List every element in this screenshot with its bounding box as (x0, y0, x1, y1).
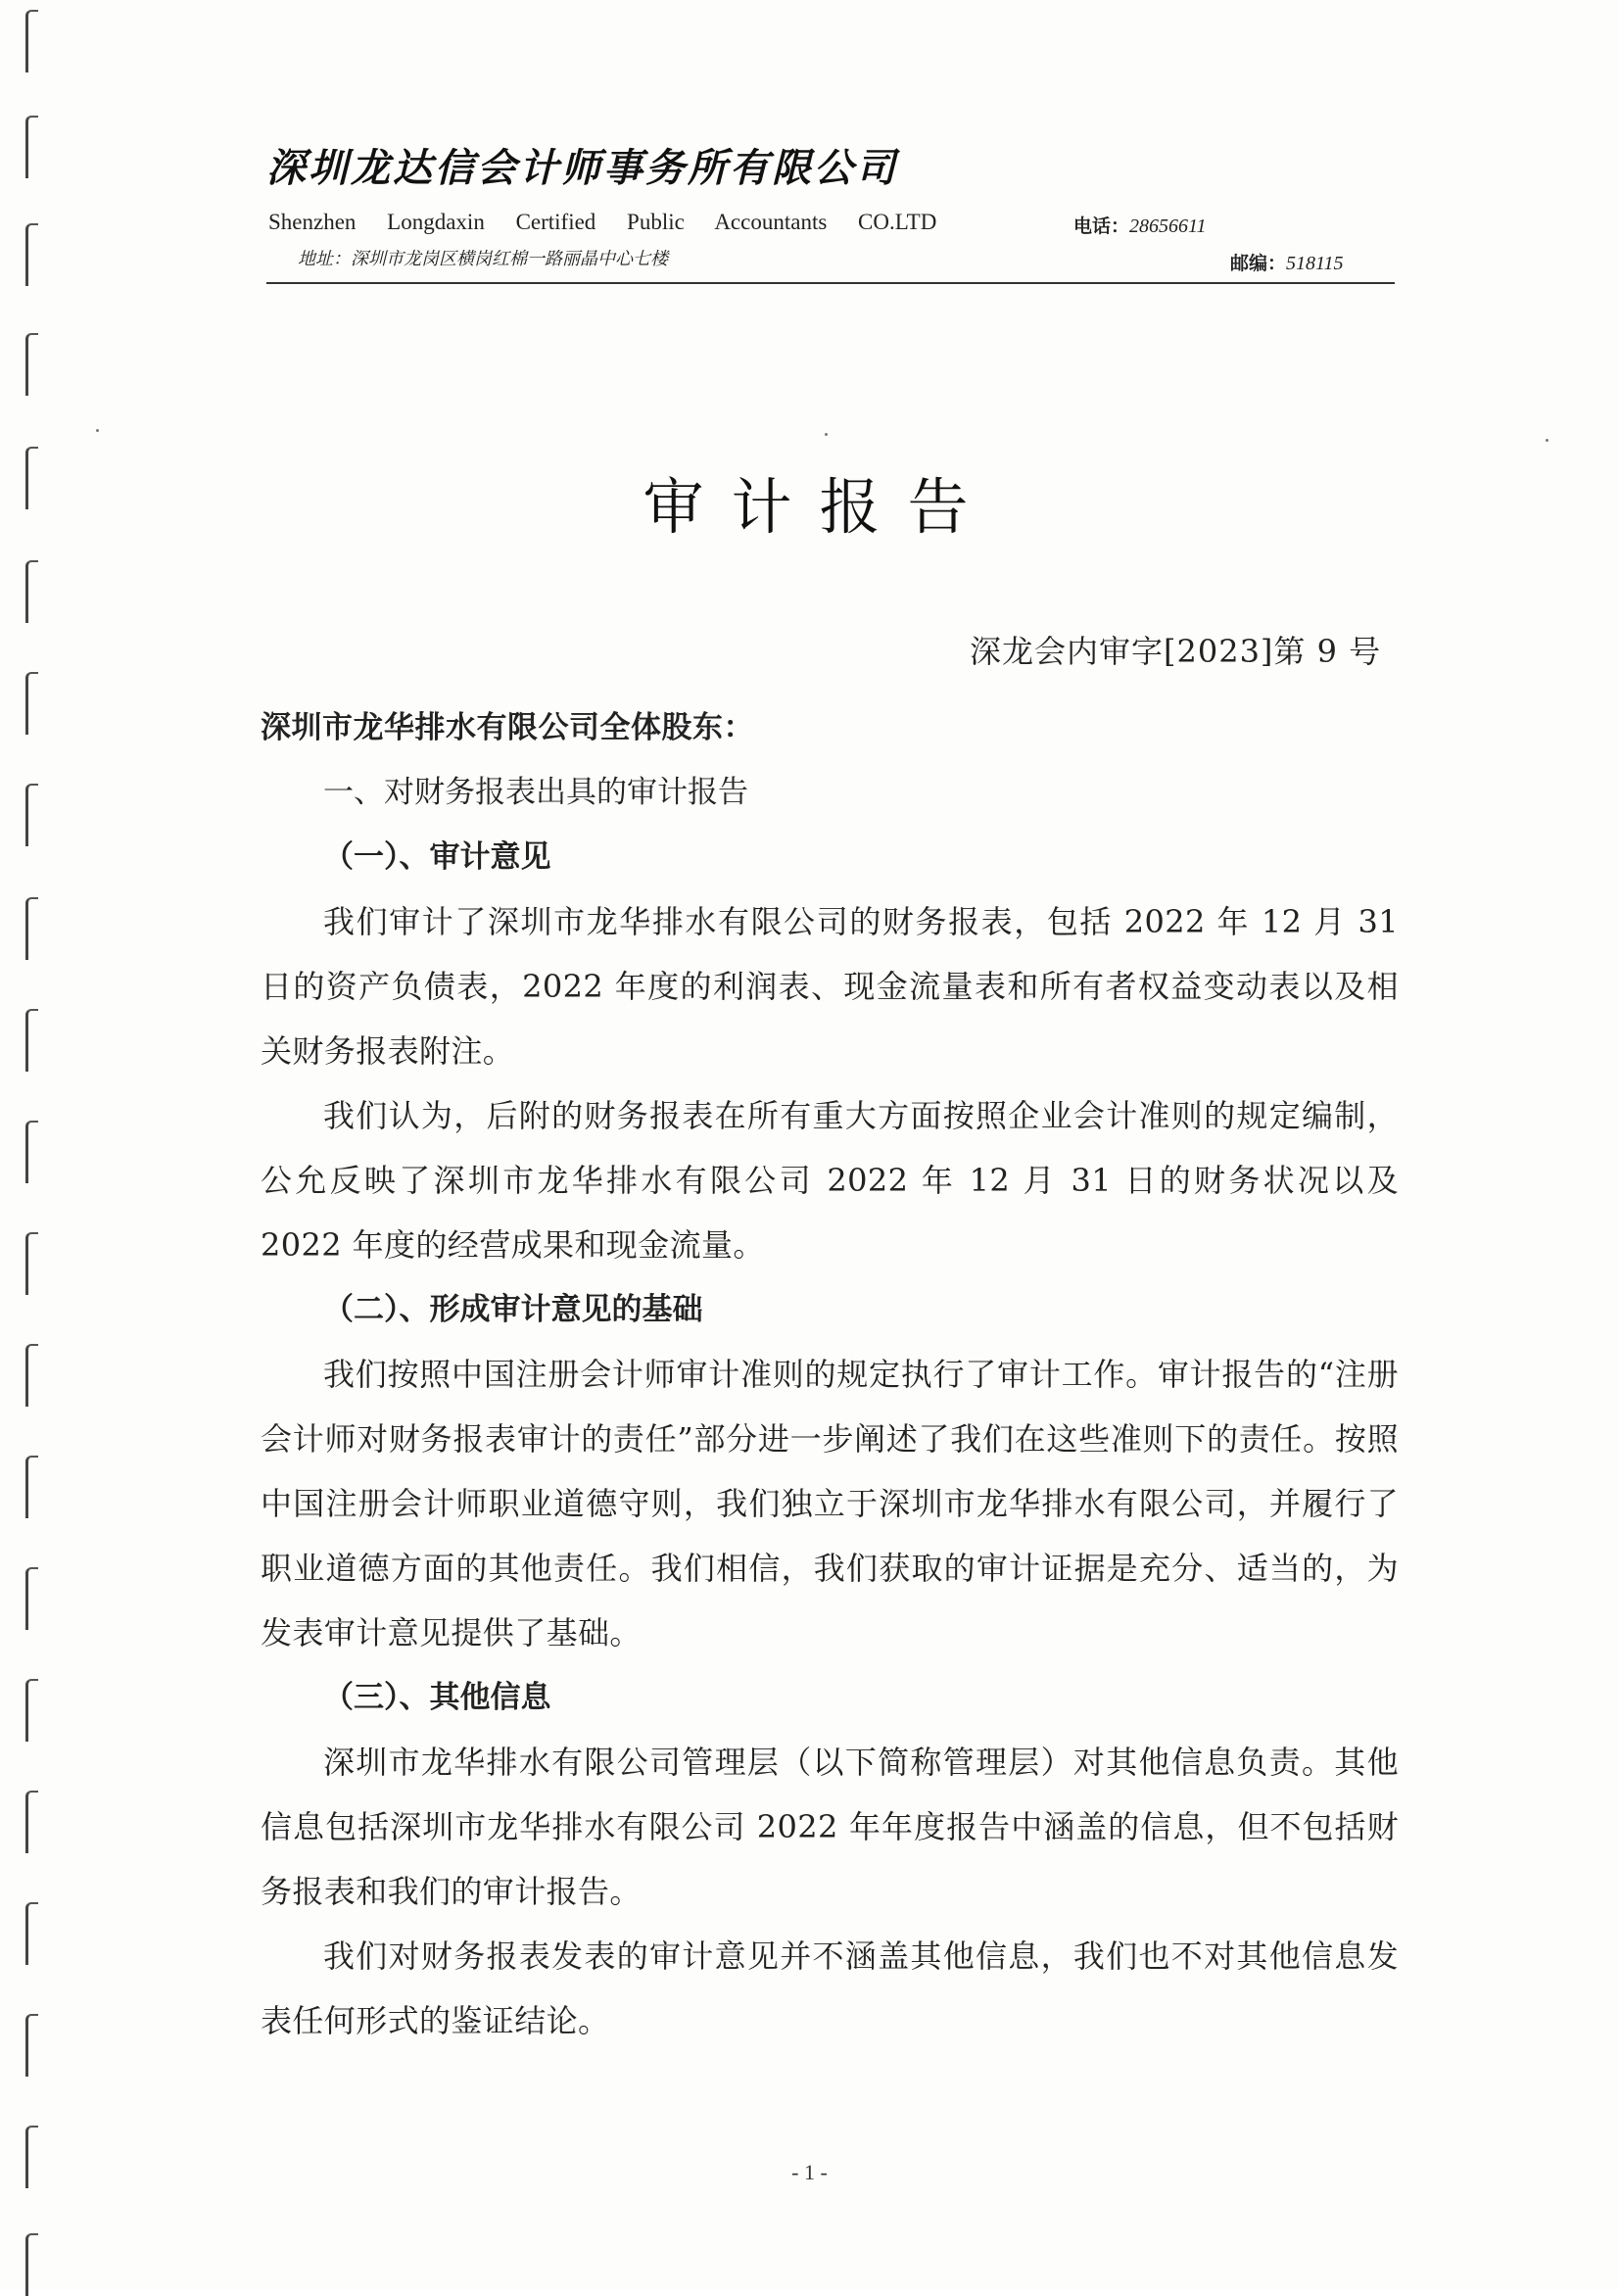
binding-marks (18, 0, 47, 2290)
company-name-chinese: 深圳龙达信会计师事务所有限公司 (266, 146, 898, 191)
phone-label: 电话： (1073, 215, 1130, 237)
phone (1073, 212, 1207, 238)
reference-number: 深龙会内审字[2023]第 9 号 (970, 633, 1382, 670)
subheading-other-information: （三）、其他信息 (323, 1680, 551, 1715)
company-name-english: Shenzhen Longdaxin Certified Public Accountants CO.LTD (268, 210, 937, 234)
letterhead-divider (266, 282, 1395, 284)
postcode-value: 518115 (1286, 253, 1344, 274)
paragraph-opinion-1: 我们审计了深圳市龙华排水有限公司的财务报表，包括 2022 年 12 月 31 日的资产负债表，2022 年度的利润表、现金流量表和所有者权益变动表以及相关财务报表附注。 (261, 903, 1399, 1070)
paragraph-other-info-1: 深圳市龙华排水有限公司管理层（以下简称管理层）对其他信息负责。其他信息包括深圳市龙华排水有限公司 2022 年年度报告中涵盖的信息，但不包括财务报表和我们的审计报告。 (261, 1744, 1399, 1910)
paragraph-opinion-2: 我们认为，后附的财务报表在所有重大方面按照企业会计准则的规定编制，公允反映了深圳市龙华排水有限公司 2022 年 12 月 31 日的财务状况以及 2022 年度的经营成果和现金流量。 (261, 1097, 1399, 1264)
letterhead (266, 146, 1399, 274)
postcode-label: 邮编： (1230, 253, 1287, 274)
subheading-basis-for-opinion: （二）、形成审计意见的基础 (323, 1292, 703, 1327)
report-title: 审计报告 (643, 471, 996, 543)
report-body (261, 686, 1399, 2053)
page-number: - 1 - (791, 2160, 828, 2184)
subheading-audit-opinion: （一）、审计意见 (323, 839, 551, 875)
paragraph-basis-1: 我们按照中国注册会计师审计准则的规定执行了审计工作。审计报告的“注册会计师对财务报表审计的责任”部分进一步阐述了我们在这些准则下的责任。按照中国注册会计师职业道德守则，我们独立于深圳市龙华排水有限公司，并履行了职业道德方面的其他责任。我们相信，我们获取的审计证据是充分、适当的，为发表审计意见提供了基础。 (261, 1356, 1399, 1651)
paragraph-other-info-2: 我们对财务报表发表的审计意见并不涵盖其他信息，我们也不对其他信息发表任何形式的鉴证结论。 (261, 1937, 1399, 2039)
company-address: 地址：深圳市龙岗区横岗红棉一路丽晶中心七楼 (298, 249, 668, 269)
postcode (1230, 249, 1344, 275)
section-heading-audit-report: 一、对财务报表出具的审计报告 (323, 775, 748, 810)
phone-value: 28656611 (1129, 215, 1207, 237)
addressee: 深圳市龙华排水有限公司全体股东： (261, 710, 754, 745)
